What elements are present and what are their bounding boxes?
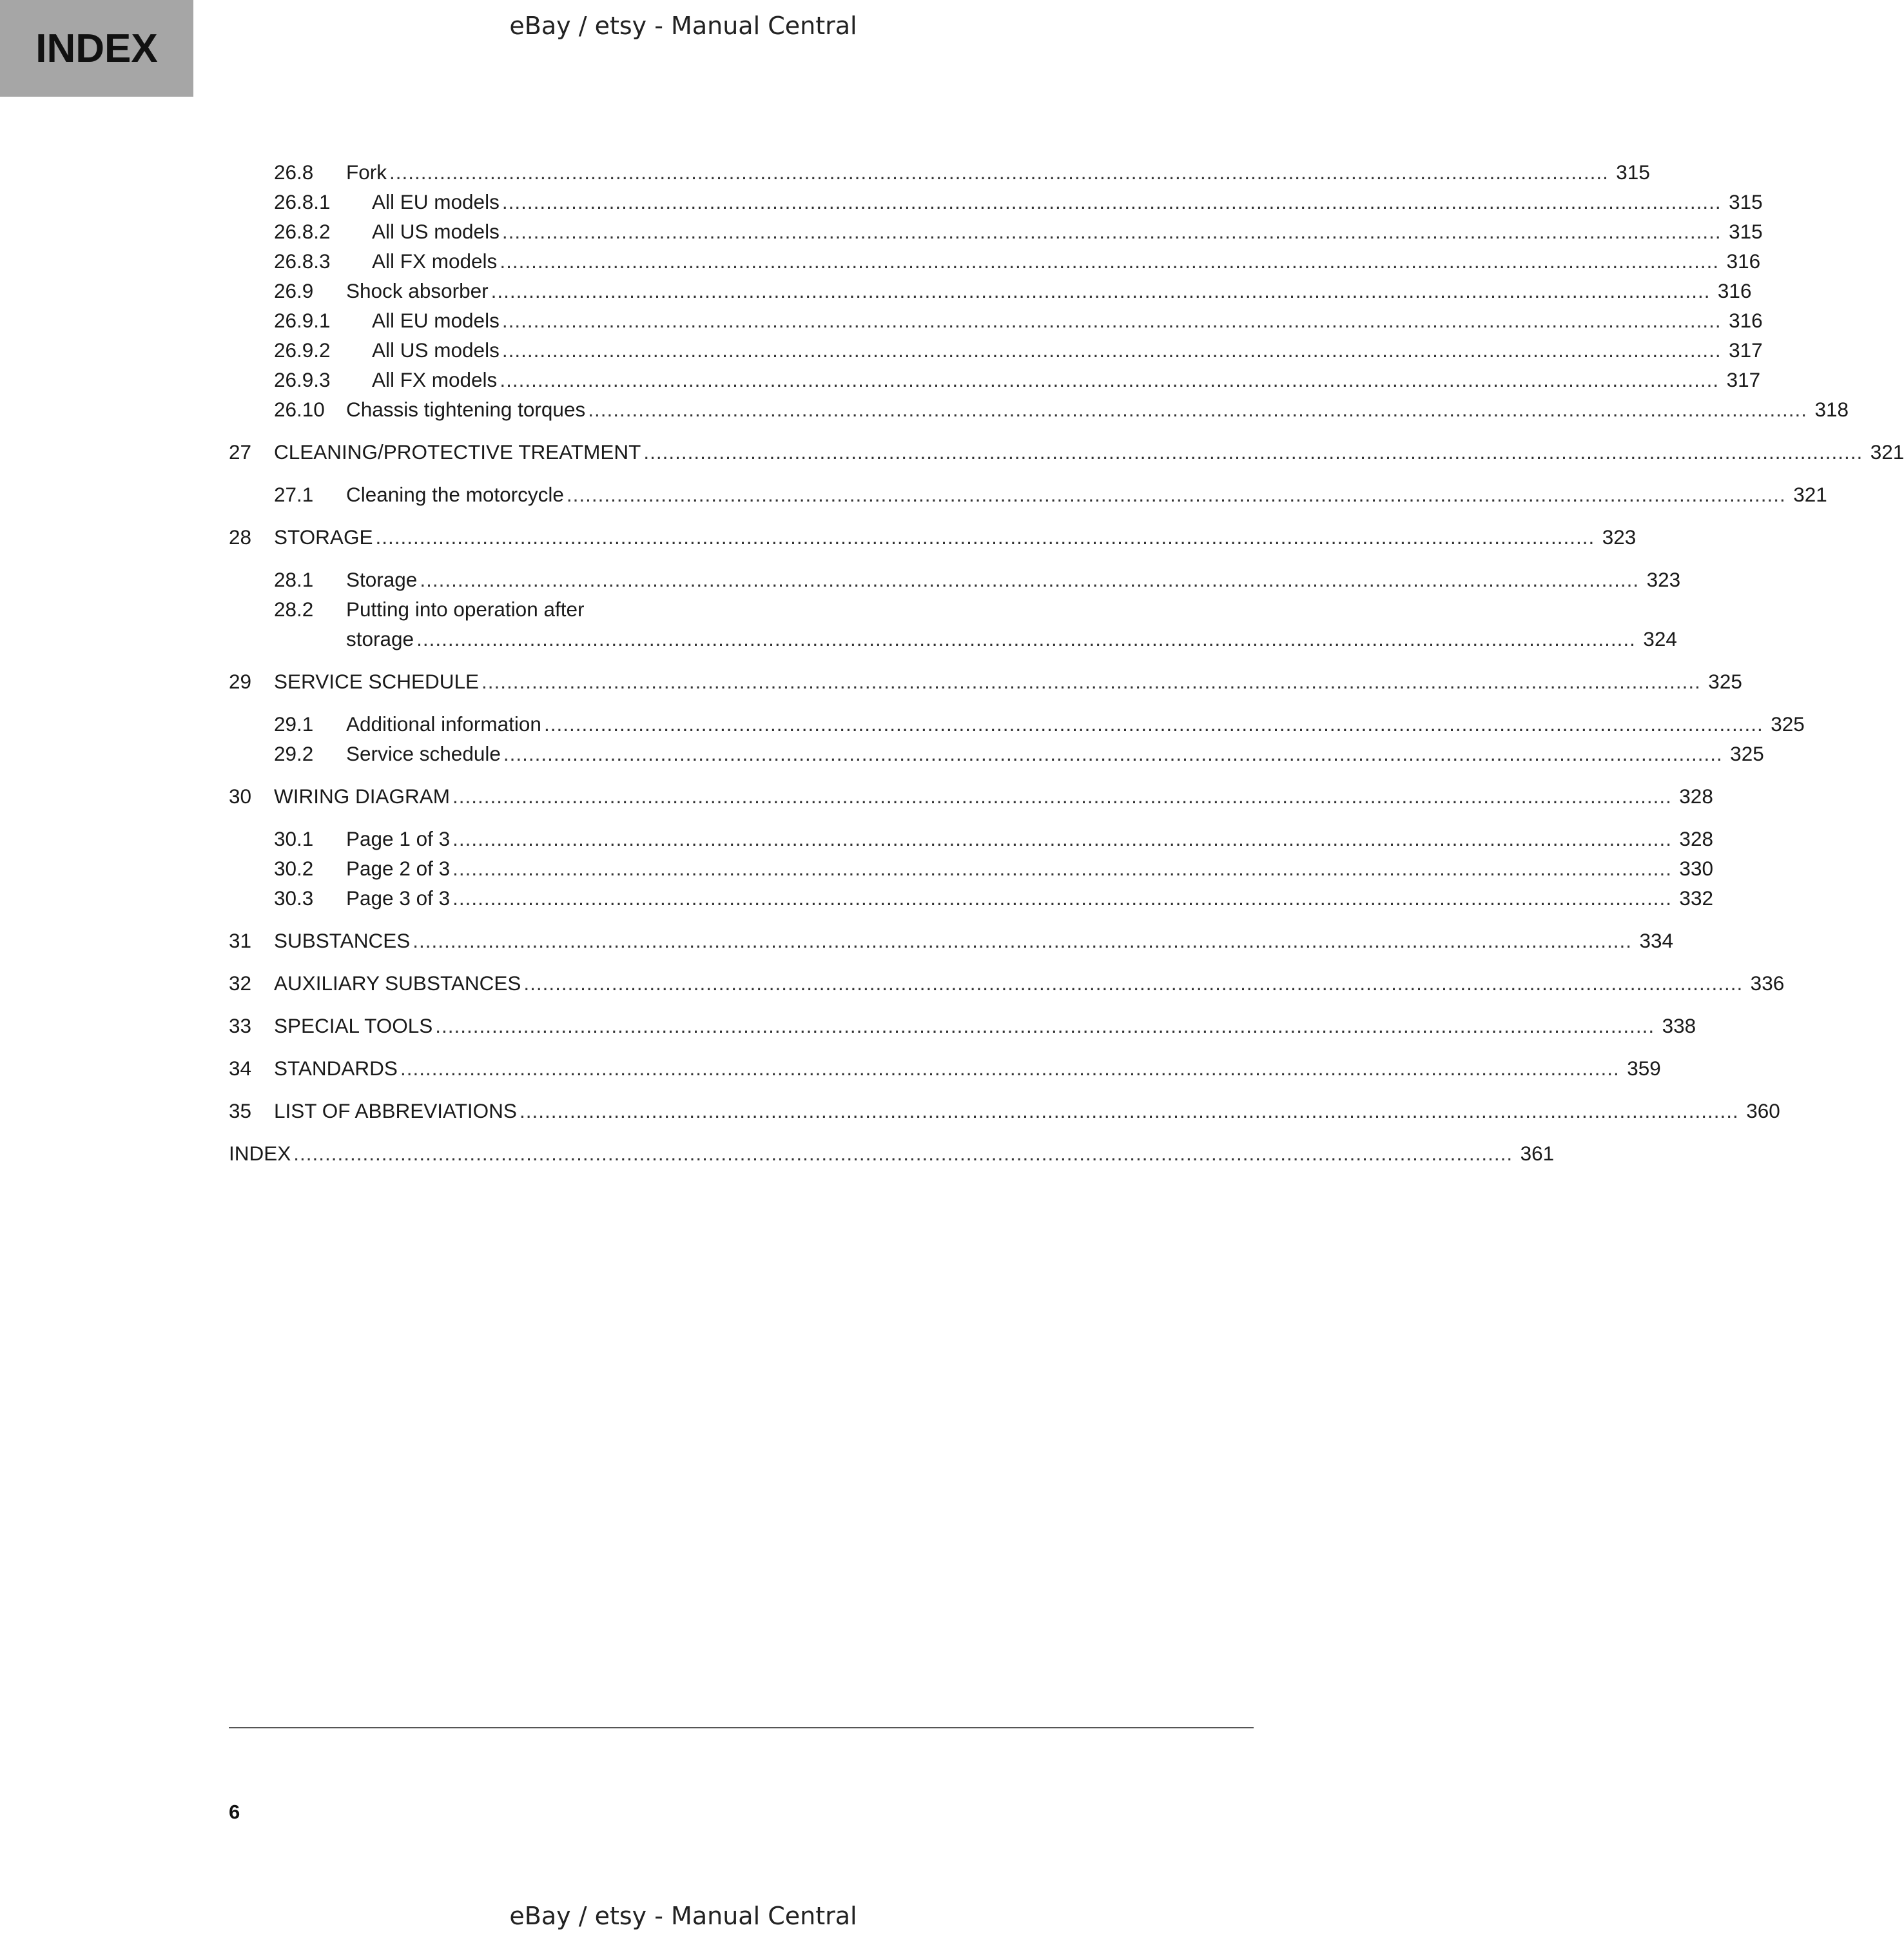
footer-watermark: eBay / etsy - Manual Central <box>509 1902 857 1930</box>
dot-leader <box>500 365 1719 395</box>
toc-chapter-page: 323 <box>1602 525 1637 549</box>
toc-chapter-number: 30 <box>229 785 252 808</box>
toc-entry-26-9-1[interactable] <box>229 306 1763 335</box>
toc-chapter-29[interactable] <box>229 667 1742 696</box>
toc-chapter-30[interactable] <box>229 781 1713 811</box>
toc-entry-title: Chassis tightening torques <box>346 398 586 421</box>
toc-entry-number: 26.8.2 <box>274 220 331 243</box>
toc-entry-page: 315 <box>1616 161 1650 184</box>
toc-entry-line2 <box>346 624 1677 654</box>
dot-leader <box>435 1011 1655 1040</box>
toc-chapter-page: 321 <box>1870 440 1904 464</box>
dot-leader <box>520 1096 1739 1126</box>
toc-chapter-number: 31 <box>229 929 252 952</box>
toc-entry-title: Page 3 of 3 <box>346 886 451 910</box>
toc-chapter-title: WIRING DIAGRAM <box>274 785 450 808</box>
dot-leader <box>452 854 1672 883</box>
toc-chapter-page: 334 <box>1639 929 1674 952</box>
dot-leader <box>502 187 1722 217</box>
toc-entry-page: 325 <box>1730 742 1764 765</box>
toc-chapter-number: 32 <box>229 972 252 995</box>
dot-leader <box>643 437 1863 467</box>
toc-entry-page: 315 <box>1729 220 1763 243</box>
toc-entry-number: 30.2 <box>274 857 314 880</box>
dot-leader <box>452 824 1672 854</box>
toc-entry-title: All EU models <box>372 309 500 332</box>
toc-entry-title: All US models <box>372 338 500 362</box>
toc-chapter-number: 34 <box>229 1057 252 1080</box>
toc-entry-number: 29.1 <box>274 712 314 736</box>
toc-entry-title: Page 1 of 3 <box>346 827 451 850</box>
toc-index-page: 361 <box>1520 1142 1555 1165</box>
dot-leader <box>500 246 1719 276</box>
toc-entry-30-3[interactable] <box>229 883 1713 913</box>
toc-entry-page: 330 <box>1679 857 1713 880</box>
toc-entry-title: All FX models <box>372 368 498 391</box>
toc-chapter-number: 27 <box>229 440 252 464</box>
toc-entry-page: 323 <box>1646 568 1681 591</box>
dot-leader <box>544 709 1763 739</box>
toc-entry-title: Storage <box>346 568 418 591</box>
dot-leader <box>375 522 1595 552</box>
toc-entry-page: 316 <box>1729 309 1763 332</box>
toc-entry-number: 26.9 <box>274 279 314 302</box>
toc-entry-title: Service schedule <box>346 742 501 765</box>
toc-entry-page: 316 <box>1717 279 1752 302</box>
toc-chapter-32[interactable] <box>229 968 1785 998</box>
toc-entry-number: 26.9.1 <box>274 309 331 332</box>
dot-leader <box>567 480 1786 509</box>
toc-entry-number: 28.2 <box>274 598 314 621</box>
toc-chapter-page: 336 <box>1750 972 1785 995</box>
dot-leader <box>452 883 1672 913</box>
toc-entry-title: Shock absorber <box>346 279 489 302</box>
toc-entry-title: Page 2 of 3 <box>346 857 451 880</box>
toc-entry-page: 316 <box>1726 249 1761 273</box>
toc-entry-26-9-3[interactable] <box>229 365 1761 395</box>
toc-chapter-33[interactable] <box>229 1011 1696 1040</box>
toc-entry-26-8-3[interactable] <box>229 246 1761 276</box>
toc-entry-page: 317 <box>1729 338 1763 362</box>
dot-leader <box>502 335 1722 365</box>
toc-entry-title: Additional information <box>346 712 541 736</box>
toc-entry-index[interactable] <box>229 1138 1555 1168</box>
toc-entry-number: 26.9.3 <box>274 368 331 391</box>
toc-entry-page: 332 <box>1679 886 1713 910</box>
toc-entry-number: 30.1 <box>274 827 314 850</box>
toc-entry-page: 321 <box>1793 483 1827 506</box>
dot-leader <box>491 276 1711 306</box>
dot-leader <box>523 968 1743 998</box>
toc-entry-26-8-1[interactable] <box>229 187 1763 217</box>
toc-entry-number: 26.9.2 <box>274 338 331 362</box>
toc-entry-number: 29.2 <box>274 742 314 765</box>
dot-leader <box>503 739 1723 768</box>
toc-entry-title: All US models <box>372 220 500 243</box>
toc-chapter-34[interactable] <box>229 1053 1661 1083</box>
page-number: 6 <box>229 1801 240 1823</box>
toc-entry-number: 28.1 <box>274 568 314 591</box>
toc-entry-26-8-2[interactable] <box>229 217 1763 246</box>
toc-chapter-title: STORAGE <box>274 525 373 549</box>
toc-chapter-title: SPECIAL TOOLS <box>274 1014 433 1037</box>
toc-entry-number: 30.3 <box>274 886 314 910</box>
toc-chapter-35[interactable] <box>229 1096 1780 1126</box>
toc-entry-title: Fork <box>346 161 387 184</box>
table-of-contents <box>229 157 1904 1168</box>
toc-chapter-title: SUBSTANCES <box>274 929 411 952</box>
toc-chapter-page: 328 <box>1679 785 1713 808</box>
toc-entry-title: All EU models <box>372 190 500 213</box>
toc-entry-30-2[interactable] <box>229 854 1713 883</box>
toc-chapter-page: 360 <box>1746 1099 1780 1122</box>
toc-entry-number: 26.8.1 <box>274 190 331 213</box>
section-tab-label: INDEX <box>35 26 158 71</box>
toc-entry-30-1[interactable] <box>229 824 1713 854</box>
toc-entry-page: 315 <box>1729 190 1763 213</box>
toc-chapter-27[interactable] <box>229 437 1904 467</box>
toc-entry-29-1[interactable] <box>229 709 1805 739</box>
dot-leader <box>416 624 1636 654</box>
toc-entry-title-line2: storage <box>346 627 414 650</box>
header-watermark: eBay / etsy - Manual Central <box>509 12 857 40</box>
toc-chapter-number: 35 <box>229 1099 252 1122</box>
dot-leader <box>452 781 1672 811</box>
toc-chapter-number: 33 <box>229 1014 252 1037</box>
toc-entry-26-9[interactable] <box>229 276 1752 306</box>
dot-leader <box>588 395 1807 424</box>
dot-leader <box>481 667 1701 696</box>
toc-chapter-page: 359 <box>1627 1057 1661 1080</box>
toc-entry-number: 26.8.3 <box>274 249 331 273</box>
toc-chapter-title: CLEANING/PROTECTIVE TREATMENT <box>274 440 641 464</box>
toc-entry-number: 27.1 <box>274 483 314 506</box>
toc-entry-26-9-2[interactable] <box>229 335 1763 365</box>
toc-chapter-title: AUXILIARY SUBSTANCES <box>274 972 521 995</box>
toc-chapter-31[interactable] <box>229 926 1674 955</box>
dot-leader <box>502 306 1722 335</box>
toc-entry-27-1[interactable] <box>229 480 1827 509</box>
toc-entry-number: 26.8 <box>274 161 314 184</box>
toc-entry-title-line1: Putting into operation after <box>346 598 585 621</box>
footer-divider <box>229 1727 1254 1728</box>
toc-index-title: INDEX <box>229 1142 291 1165</box>
toc-chapter-28[interactable] <box>229 522 1637 552</box>
toc-chapter-title: LIST OF ABBREVIATIONS <box>274 1099 517 1122</box>
toc-entry-page: 328 <box>1679 827 1713 850</box>
toc-chapter-title: SERVICE SCHEDULE <box>274 670 480 693</box>
toc-entry-26-8[interactable] <box>229 157 1650 187</box>
dot-leader <box>413 926 1632 955</box>
toc-entry-number: 26.10 <box>274 398 325 421</box>
toc-chapter-page: 338 <box>1662 1014 1696 1037</box>
toc-chapter-title: STANDARDS <box>274 1057 398 1080</box>
dot-leader <box>420 565 1639 594</box>
toc-entry-page: 325 <box>1771 712 1805 736</box>
toc-chapter-page: 325 <box>1708 670 1742 693</box>
toc-entry-26-10[interactable] <box>229 395 1849 424</box>
toc-chapter-number: 29 <box>229 670 252 693</box>
toc-entry-title: All FX models <box>372 249 498 273</box>
toc-entry-title: Cleaning the motorcycle <box>346 483 564 506</box>
toc-chapter-number: 28 <box>229 525 252 549</box>
dot-leader <box>293 1138 1513 1168</box>
dot-leader <box>502 217 1722 246</box>
toc-entry-28-1[interactable] <box>229 565 1681 594</box>
toc-entry-wrapped-title <box>346 594 1677 654</box>
toc-entry-29-2[interactable] <box>229 739 1764 768</box>
dot-leader <box>389 157 1609 187</box>
toc-entry-page: 317 <box>1726 368 1761 391</box>
toc-entry-page: 324 <box>1643 627 1677 650</box>
dot-leader <box>400 1053 1620 1083</box>
toc-entry-28-2[interactable] <box>229 594 1677 654</box>
toc-entry-page: 318 <box>1814 398 1849 421</box>
